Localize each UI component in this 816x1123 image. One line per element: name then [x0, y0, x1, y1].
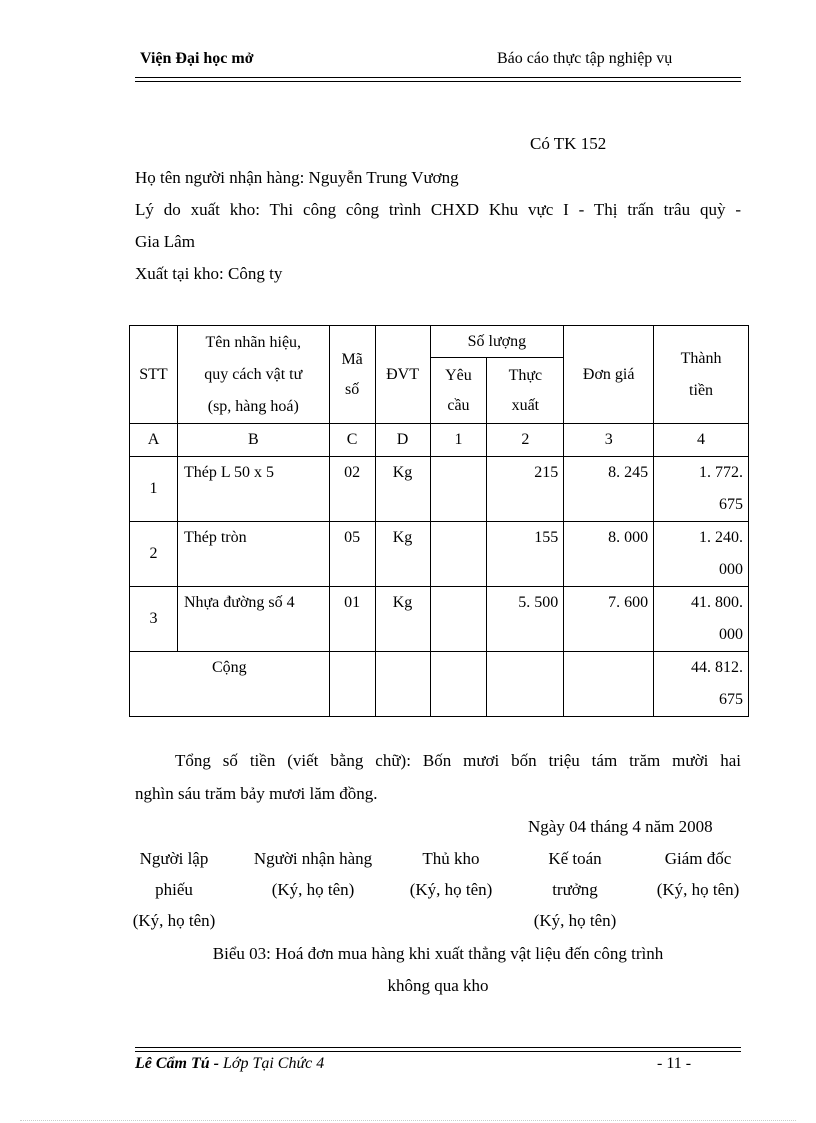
- total-empty-cell: [329, 652, 375, 717]
- total-amount-line-1: 44. 812.: [691, 659, 743, 676]
- page-number: - 11 -: [657, 1055, 692, 1072]
- signature-chief-accountant-note: (Ký, họ tên): [533, 911, 617, 930]
- footer-rule-top: [135, 1047, 741, 1048]
- header-actual: [487, 358, 564, 424]
- header-amount: [654, 326, 749, 424]
- reason-line-2: Gia Lâm: [135, 232, 195, 251]
- code-cell: C: [329, 424, 375, 457]
- header-report-title: Báo cáo thực tập nghiệp vụ: [497, 50, 673, 67]
- row-unit-price: 7. 600: [564, 587, 654, 652]
- header-stt: STT: [130, 326, 178, 424]
- footer-author: [135, 1055, 324, 1073]
- row-actual: 155: [487, 522, 564, 587]
- row-amount-line-1: 41. 800.: [691, 594, 743, 611]
- row-amount-line-2: 675: [719, 496, 743, 513]
- signature-receiver-title: Người nhận hàng: [253, 849, 373, 868]
- row-item-name: Nhựa đường số 4: [177, 587, 329, 652]
- code-cell: 2: [487, 424, 564, 457]
- header-institution: Viện Đại học mở: [140, 50, 254, 67]
- signature-receiver: [238, 843, 388, 905]
- signature-chief-accountant-title-1: Kế toán: [548, 849, 602, 868]
- table-total-row: [130, 652, 749, 717]
- table-row: [130, 587, 749, 652]
- code-cell: A: [130, 424, 178, 457]
- signature-director-note: (Ký, họ tên): [656, 880, 740, 899]
- reason-line-1: Lý do xuất kho: Thi công công trình CHXD Khu vực I - Thị trấn trâu quỳ -: [135, 200, 741, 219]
- row-unit-price: 8. 245: [564, 457, 654, 522]
- total-empty-cell: [564, 652, 654, 717]
- header-requested-line-2: cầu: [447, 396, 470, 414]
- total-amount: [654, 652, 749, 717]
- code-cell: 4: [654, 424, 749, 457]
- row-amount-line-2: 000: [719, 626, 743, 643]
- row-requested: [430, 522, 487, 587]
- materials-table: [129, 325, 749, 717]
- header-actual-line-1: Thực: [508, 366, 543, 384]
- code-cell: 1: [430, 424, 487, 457]
- total-label: Cộng: [130, 652, 330, 717]
- footer-class-name: Lớp Tại Chức 4: [223, 1055, 325, 1072]
- header-unit-price: Đơn giá: [564, 326, 654, 424]
- document-date: Ngày 04 tháng 4 năm 2008: [528, 817, 713, 836]
- row-amount-line-2: 000: [719, 561, 743, 578]
- row-requested: [430, 587, 487, 652]
- row-code: 01: [329, 587, 375, 652]
- table-row: [130, 522, 749, 587]
- signature-storekeeper-note: (Ký, họ tên): [409, 880, 493, 899]
- header-rule-bottom: [135, 81, 741, 82]
- total-empty-cell: [487, 652, 564, 717]
- amount-in-words-line-1: Tổng số tiền (viết bằng chữ): Bốn mươi bốn triệu tám trăm mười hai: [175, 751, 741, 770]
- row-stt: 2: [130, 522, 178, 587]
- receiver-line: Họ tên người nhận hàng: Nguyễn Trung Vương: [135, 168, 459, 187]
- row-code: 02: [329, 457, 375, 522]
- code-cell: 3: [564, 424, 654, 457]
- code-cell: B: [177, 424, 329, 457]
- signature-preparer-note: (Ký, họ tên): [132, 911, 216, 930]
- header-amount-line-2: tiền: [689, 381, 714, 399]
- row-actual: 5. 500: [487, 587, 564, 652]
- header-code-line-2: số: [344, 380, 360, 398]
- signature-storekeeper: [396, 843, 506, 905]
- row-amount: [654, 587, 749, 652]
- caption-line-1: Biểu 03: Hoá đơn mua hàng khi xuất thẳng vật liệu đến công trình: [212, 944, 664, 963]
- row-code: 05: [329, 522, 375, 587]
- footer-author-name: Lê Cẩm Tú -: [135, 1055, 223, 1072]
- row-amount: [654, 522, 749, 587]
- signature-storekeeper-title: Thủ kho: [422, 849, 480, 868]
- header-item-name: [177, 326, 329, 424]
- signature-director: [643, 843, 753, 905]
- header-code: [329, 326, 375, 424]
- row-unit: Kg: [375, 587, 430, 652]
- row-unit-price: 8. 000: [564, 522, 654, 587]
- header-unit: ĐVT: [375, 326, 430, 424]
- total-amount-line-2: 675: [719, 691, 743, 708]
- account-credit: Có TK 152: [530, 134, 607, 153]
- row-actual: 215: [487, 457, 564, 522]
- header-item-name-line-3: (sp, hàng hoá): [207, 397, 299, 415]
- total-empty-cell: [375, 652, 430, 717]
- code-cell: D: [375, 424, 430, 457]
- row-amount: [654, 457, 749, 522]
- header-actual-line-2: xuất: [511, 396, 540, 414]
- header-item-name-line-2: quy cách vật tư: [204, 365, 303, 383]
- header-item-name-line-1: Tên nhãn hiệu,: [205, 333, 302, 351]
- signature-receiver-note: (Ký, họ tên): [271, 880, 355, 899]
- table-header-row-1: [130, 326, 749, 358]
- row-item-name: Thép L 50 x 5: [177, 457, 329, 522]
- table-code-row: [130, 424, 749, 457]
- signature-preparer: [124, 843, 224, 936]
- caption-line-2: không qua kho: [387, 976, 489, 995]
- header-requested: [430, 358, 487, 424]
- row-amount-line-1: 1. 772.: [699, 464, 743, 481]
- header-code-line-1: Mã: [341, 350, 363, 368]
- amount-in-words-line-2: nghìn sáu trăm bảy mươi lăm đồng.: [135, 784, 378, 803]
- header-amount-line-1: Thành: [680, 349, 722, 367]
- table-row: [130, 457, 749, 522]
- row-stt: 1: [130, 457, 178, 522]
- row-stt: 3: [130, 587, 178, 652]
- signature-preparer-title-1: Người lập: [139, 849, 209, 868]
- signature-chief-accountant-title-2: trưởng: [552, 880, 598, 899]
- warehouse-line: Xuất tại kho: Công ty: [135, 264, 283, 283]
- header-quantity: Số lượng: [430, 326, 564, 358]
- footer-rule-bottom: [135, 1051, 741, 1052]
- signature-preparer-title-2: phiếu: [155, 880, 193, 899]
- row-requested: [430, 457, 487, 522]
- page-edge-dotted-line: [20, 1120, 796, 1121]
- signature-director-title: Giám đốc: [664, 849, 732, 868]
- signature-chief-accountant: [520, 843, 630, 936]
- row-unit: Kg: [375, 457, 430, 522]
- total-empty-cell: [430, 652, 487, 717]
- row-item-name: Thép tròn: [177, 522, 329, 587]
- header-rule-top: [135, 77, 741, 78]
- header-requested-line-1: Yêu: [445, 366, 472, 384]
- row-amount-line-1: 1. 240.: [699, 529, 743, 546]
- row-unit: Kg: [375, 522, 430, 587]
